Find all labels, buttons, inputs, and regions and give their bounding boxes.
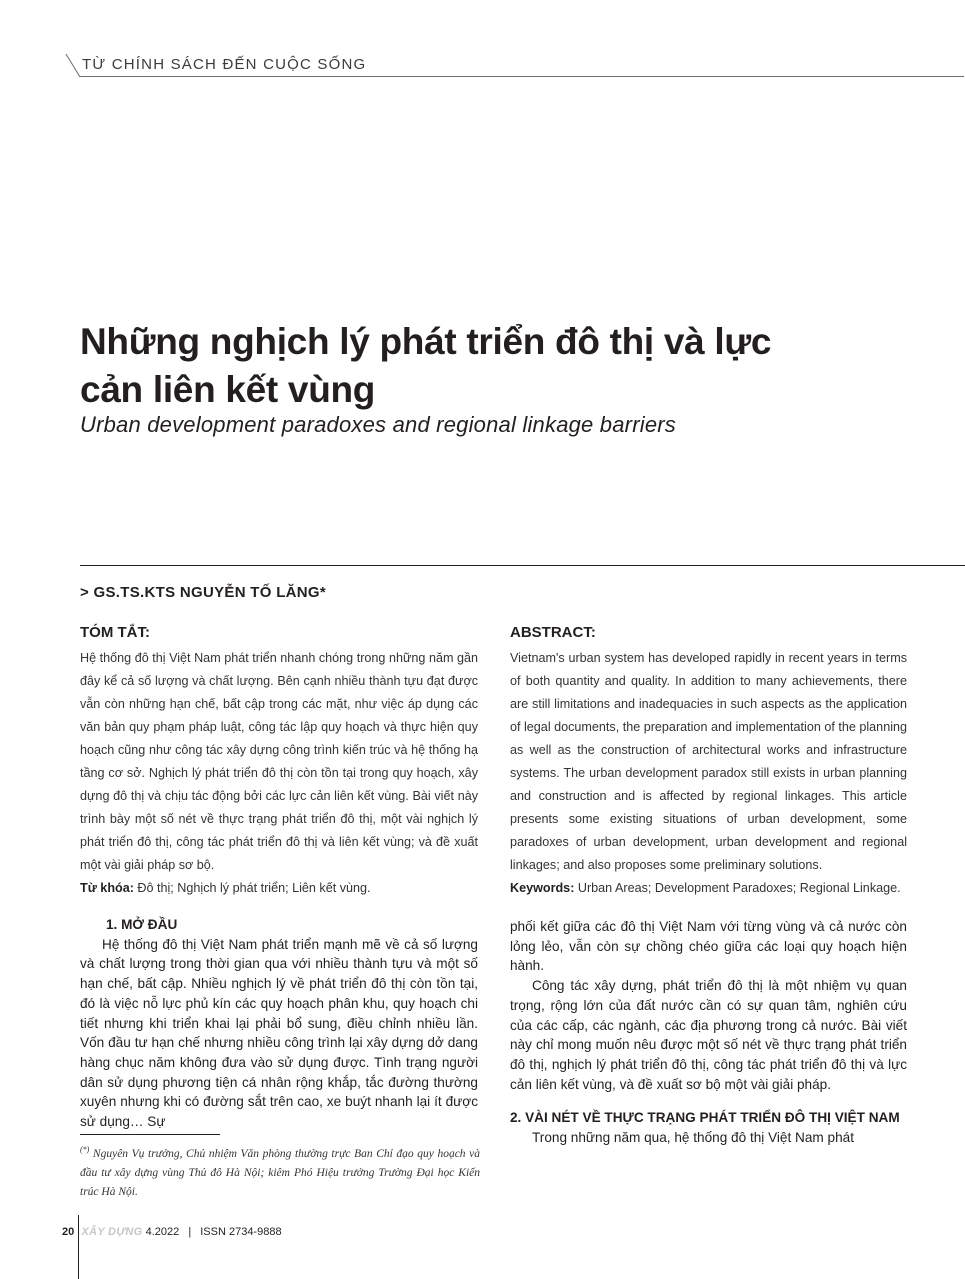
section1-left-column [80, 915, 478, 1132]
right-column-body [510, 917, 907, 1148]
magazine-logo: XÂY DỰNG [81, 1226, 143, 1238]
keywords-label: Từ khóa: [80, 881, 134, 895]
header-rule [80, 76, 964, 77]
footnote-mark: (*) [80, 1145, 90, 1154]
section-header [64, 52, 964, 82]
author-rule [80, 565, 965, 566]
keywords-text: Đô thị; Nghịch lý phát triển; Liên kết vùng. [133, 881, 371, 895]
author-name: > GS.TS.KTS NGUYỄN TỐ LĂNG* [80, 584, 327, 601]
summary-keywords [80, 877, 478, 900]
issue-number: 4.2022 [145, 1226, 180, 1238]
section2-paragraph: Trong những năm qua, hệ thống đô thị Việt Nam phát [532, 1130, 854, 1146]
abstract-heading: ABSTRACT: [510, 624, 596, 641]
keywords-label: Keywords: [510, 881, 575, 895]
section1-paragraph: Công tác xây dựng, phát triển đô thị là một nhiệm vụ quan trọng, rộng lớn của đất nước cần có sự quan tâm, nghiên cứu của các cấp, các ngành, các địa phương trong cả nước. Bài viết này chỉ mong muốn nêu được một số nét về thực trạng phát triển đô thị, nghịch lý phát triển đô thị, công tác phát triển đô thị và lực cản liên kết vùng, và đề xuất sơ bộ một vài giải pháp. [510, 978, 907, 1092]
issn: ISSN 2734-9888 [200, 1226, 282, 1238]
abstract-body [510, 647, 907, 900]
summary-text: Hệ thống đô thị Việt Nam phát triển nhanh chóng trong những năm gần đây kể cả số lượng và chất lượng. Bên cạnh nhiều thành tựu đạt được vẫn còn những hạn chế, bất cập trong các mặt, như việc áp dụng các văn bản quy phạm pháp luật, công tác lập quy hoạch và thực hiện quy hoạch cũng như công tác xây dựng công trình kiến trúc và hệ thống hạ tầng cơ sở. Nghịch lý phát triển đô thị còn tồn tại trong quy hoạch, xây dựng đô thị và chịu tác động bởi các lực cản liên kết vùng. Bài viết này trình bày một số nét về thực trạng phát triển đô thị, một vài nghịch lý phát triển đô thị, công tác phát triển đô thị và liên kết vùng; và đề xuất một vài giải pháp sơ bộ. [80, 651, 478, 872]
footnote-text: Nguyên Vụ trưởng, Chủ nhiệm Văn phòng thường trực Ban Chỉ đạo quy hoạch và đầu tư xây dựng vùng Thủ đô Hà Nội; kiêm Phó Hiệu trưởng Trường Đại học Kiến trúc Hà Nội. [80, 1147, 480, 1198]
article-subtitle: Urban development paradoxes and regional linkage barriers [80, 412, 676, 437]
page-number: 20 [62, 1226, 75, 1238]
summary-body [80, 647, 478, 900]
summary-heading: TÓM TẮT: [80, 624, 150, 641]
section-label: TỪ CHÍNH SÁCH ĐẾN CUỘC SỐNG [82, 56, 367, 73]
abstract-text: Vietnam's urban system has developed rapidly in recent years in terms of both quantity and quality. In addition to many achievements, there are still limitations and inadequacies in such aspects as the application of legal documents, the preparation and implementation of the planning as well as the construction of architectural works and infrastructure systems. The urban development paradox still exists in urban planning and construction and is affected by regional linkages. This article presents some existing situations of urban development, some paradoxes of urban development, urban development and regional linkages; and also proposes some preliminary solutions. [510, 651, 907, 872]
article-title: Những nghịch lý phát triển đô thị và lực cản liên kết vùng [80, 321, 772, 410]
abstract-keywords [510, 877, 907, 900]
page-footer [62, 1226, 282, 1238]
slash-decoration-icon [64, 52, 82, 78]
footnote-rule [80, 1134, 220, 1135]
section1-heading: 1. MỞ ĐẦU [106, 917, 178, 932]
footnote [80, 1140, 480, 1202]
section1-continuation: phối kết giữa các đô thị Việt Nam với từng vùng và cả nước còn lỏng lẻo, vẫn còn sự chồng chéo giữa các loại quy hoạch hiện hành. [510, 919, 907, 974]
keywords-text: Urban Areas; Development Paradoxes; Regional Linkage. [574, 881, 901, 895]
footer-vertical-rule [78, 1215, 79, 1279]
footer-separator: | [188, 1226, 192, 1238]
section2-heading: 2. VÀI NÉT VỀ THỰC TRẠNG PHÁT TRIỂN ĐÔ THỊ VIỆT NAM [510, 1110, 900, 1126]
section1-paragraph: Hệ thống đô thị Việt Nam phát triển mạnh mẽ về cả số lượng và chất lượng trong thời gian qua với nhiều thành tựu và một số hạn chế, bất cập. Nhiều nghịch lý về phát triển đô thị còn tồn tại, đó là việc nỗ lực phủ kín các quy hoạch phân khu, quy hoạch chi tiết nhưng khi triển khai lại phải bổ sung, điều chỉnh nhiều lần. Vốn đầu tư hạn chế nhưng nhiều công trình lại xây dựng dở dang hàng chục năm không đưa vào sử dụng được. Tình trạng người dân sử dụng phương tiện cá nhân rộng khắp, tắc đường thường xuyên nhưng khi có đường sắt trên cao, xe buýt nhanh lại ít được sử dụng… Sự [80, 936, 478, 1130]
